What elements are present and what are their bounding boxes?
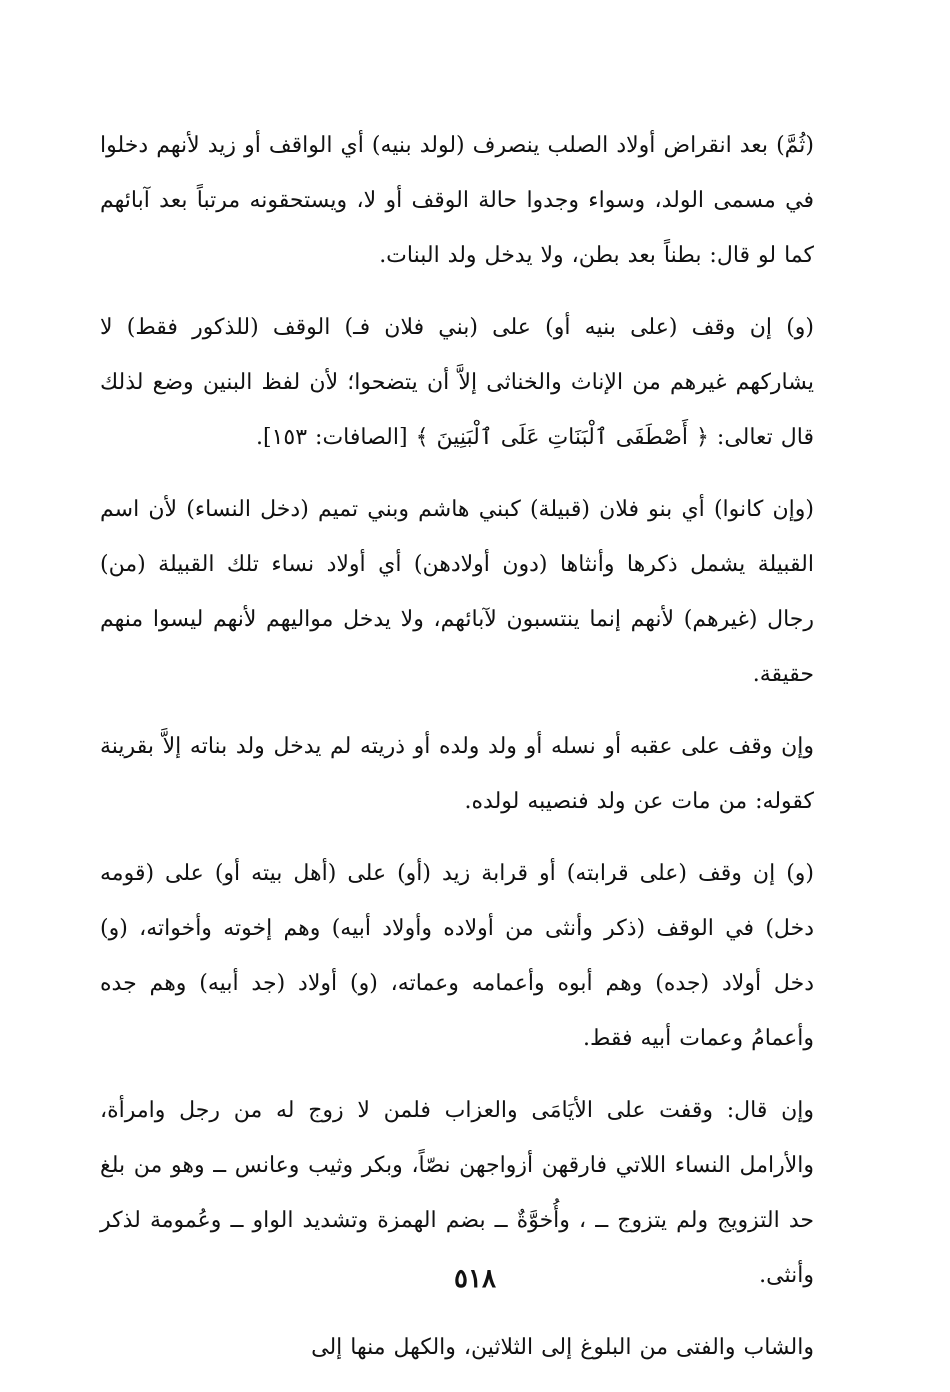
page-body: [100, 118, 814, 1392]
paragraph-5: (و) إن وقف (على قرابته) أو قرابة زيد (أو) على (أهل بيته أو) على (قومه دخل) في الوقف (ذكر وأنثى من أولاده وأولاد أبيه) وهم إخوته وأخواته، (و) دخل أولاد (جده) وهم أبوه وأعمامه وعماته، (و) أولاد (جد أبيه) وهم جده وأعمامُ وعمات أبيه فقط.: [100, 861, 814, 1051]
page-number: ٥١٨: [454, 1264, 496, 1294]
paragraph-3: (وإن كانوا) أي بنو فلان (قبيلة) كبني هاشم وبني تميم (دخل النساء) لأن اسم القبيلة يشمل ذكرها وأنثاها (دون أولادهن) أي أولاد نساء تلك القبيلة (من) رجال (غيرهم) لأنهم إنما ينتسبون لآبائهم، ولا يدخل مواليهم لأنهم ليسوا منهم حقيقة.: [100, 497, 814, 687]
paragraph-4: وإن وقف على عقبه أو نسله أو ولد ولده أو ذريته لم يدخل ولد بناته إلاَّ بقرينة كقوله: من مات عن ولد فنصيبه لولده.: [100, 734, 814, 814]
paragraph-1: (ثُمَّ) بعد انقراض أولاد الصلب ينصرف (لولد بنيه) أي الواقف أو زيد لأنهم دخلوا في مسمى الولد، وسواء وجدوا حالة الوقف أو لا، ويستحقونه مرتباً بعد آبائهم كما لو قال: بطناً بعد بطن، ولا يدخل ولد البنات.: [100, 133, 814, 268]
paragraph-7: والشاب والفتى من البلوغ إلى الثلاثين، والكهل منها إلى: [311, 1335, 814, 1360]
paragraph-2: (و) إن وقف (على بنيه أو) على (بني فلان فـ) الوقف (للذكور فقط) لا يشاركهم غيرهم من الإناث والخناثى إلاَّ أن يتضحوا؛ لأن لفظ البنين وضع لذلك قال تعالى: ﴿ أَصْطَفَى ٱلْبَنَاتِ عَلَى ٱلْبَنِينَ ﴾ [الصافات: ١٥٣].: [100, 315, 814, 450]
paragraph-6: وإن قال: وقفت على الأيَامَى والعزاب فلمن لا زوج له من رجل وامرأة، والأرامل النساء اللاتي فارقهن أزواجهن نصّاً، وبكر وثيب وعانس ــ وهو من بلغ حد التزويج ولم يتزوج ــ ، وأُخوَّةٌ ــ بضم الهمزة وتشديد الواو ــ وعُمومة لذكر وأنثى.: [100, 1098, 814, 1288]
